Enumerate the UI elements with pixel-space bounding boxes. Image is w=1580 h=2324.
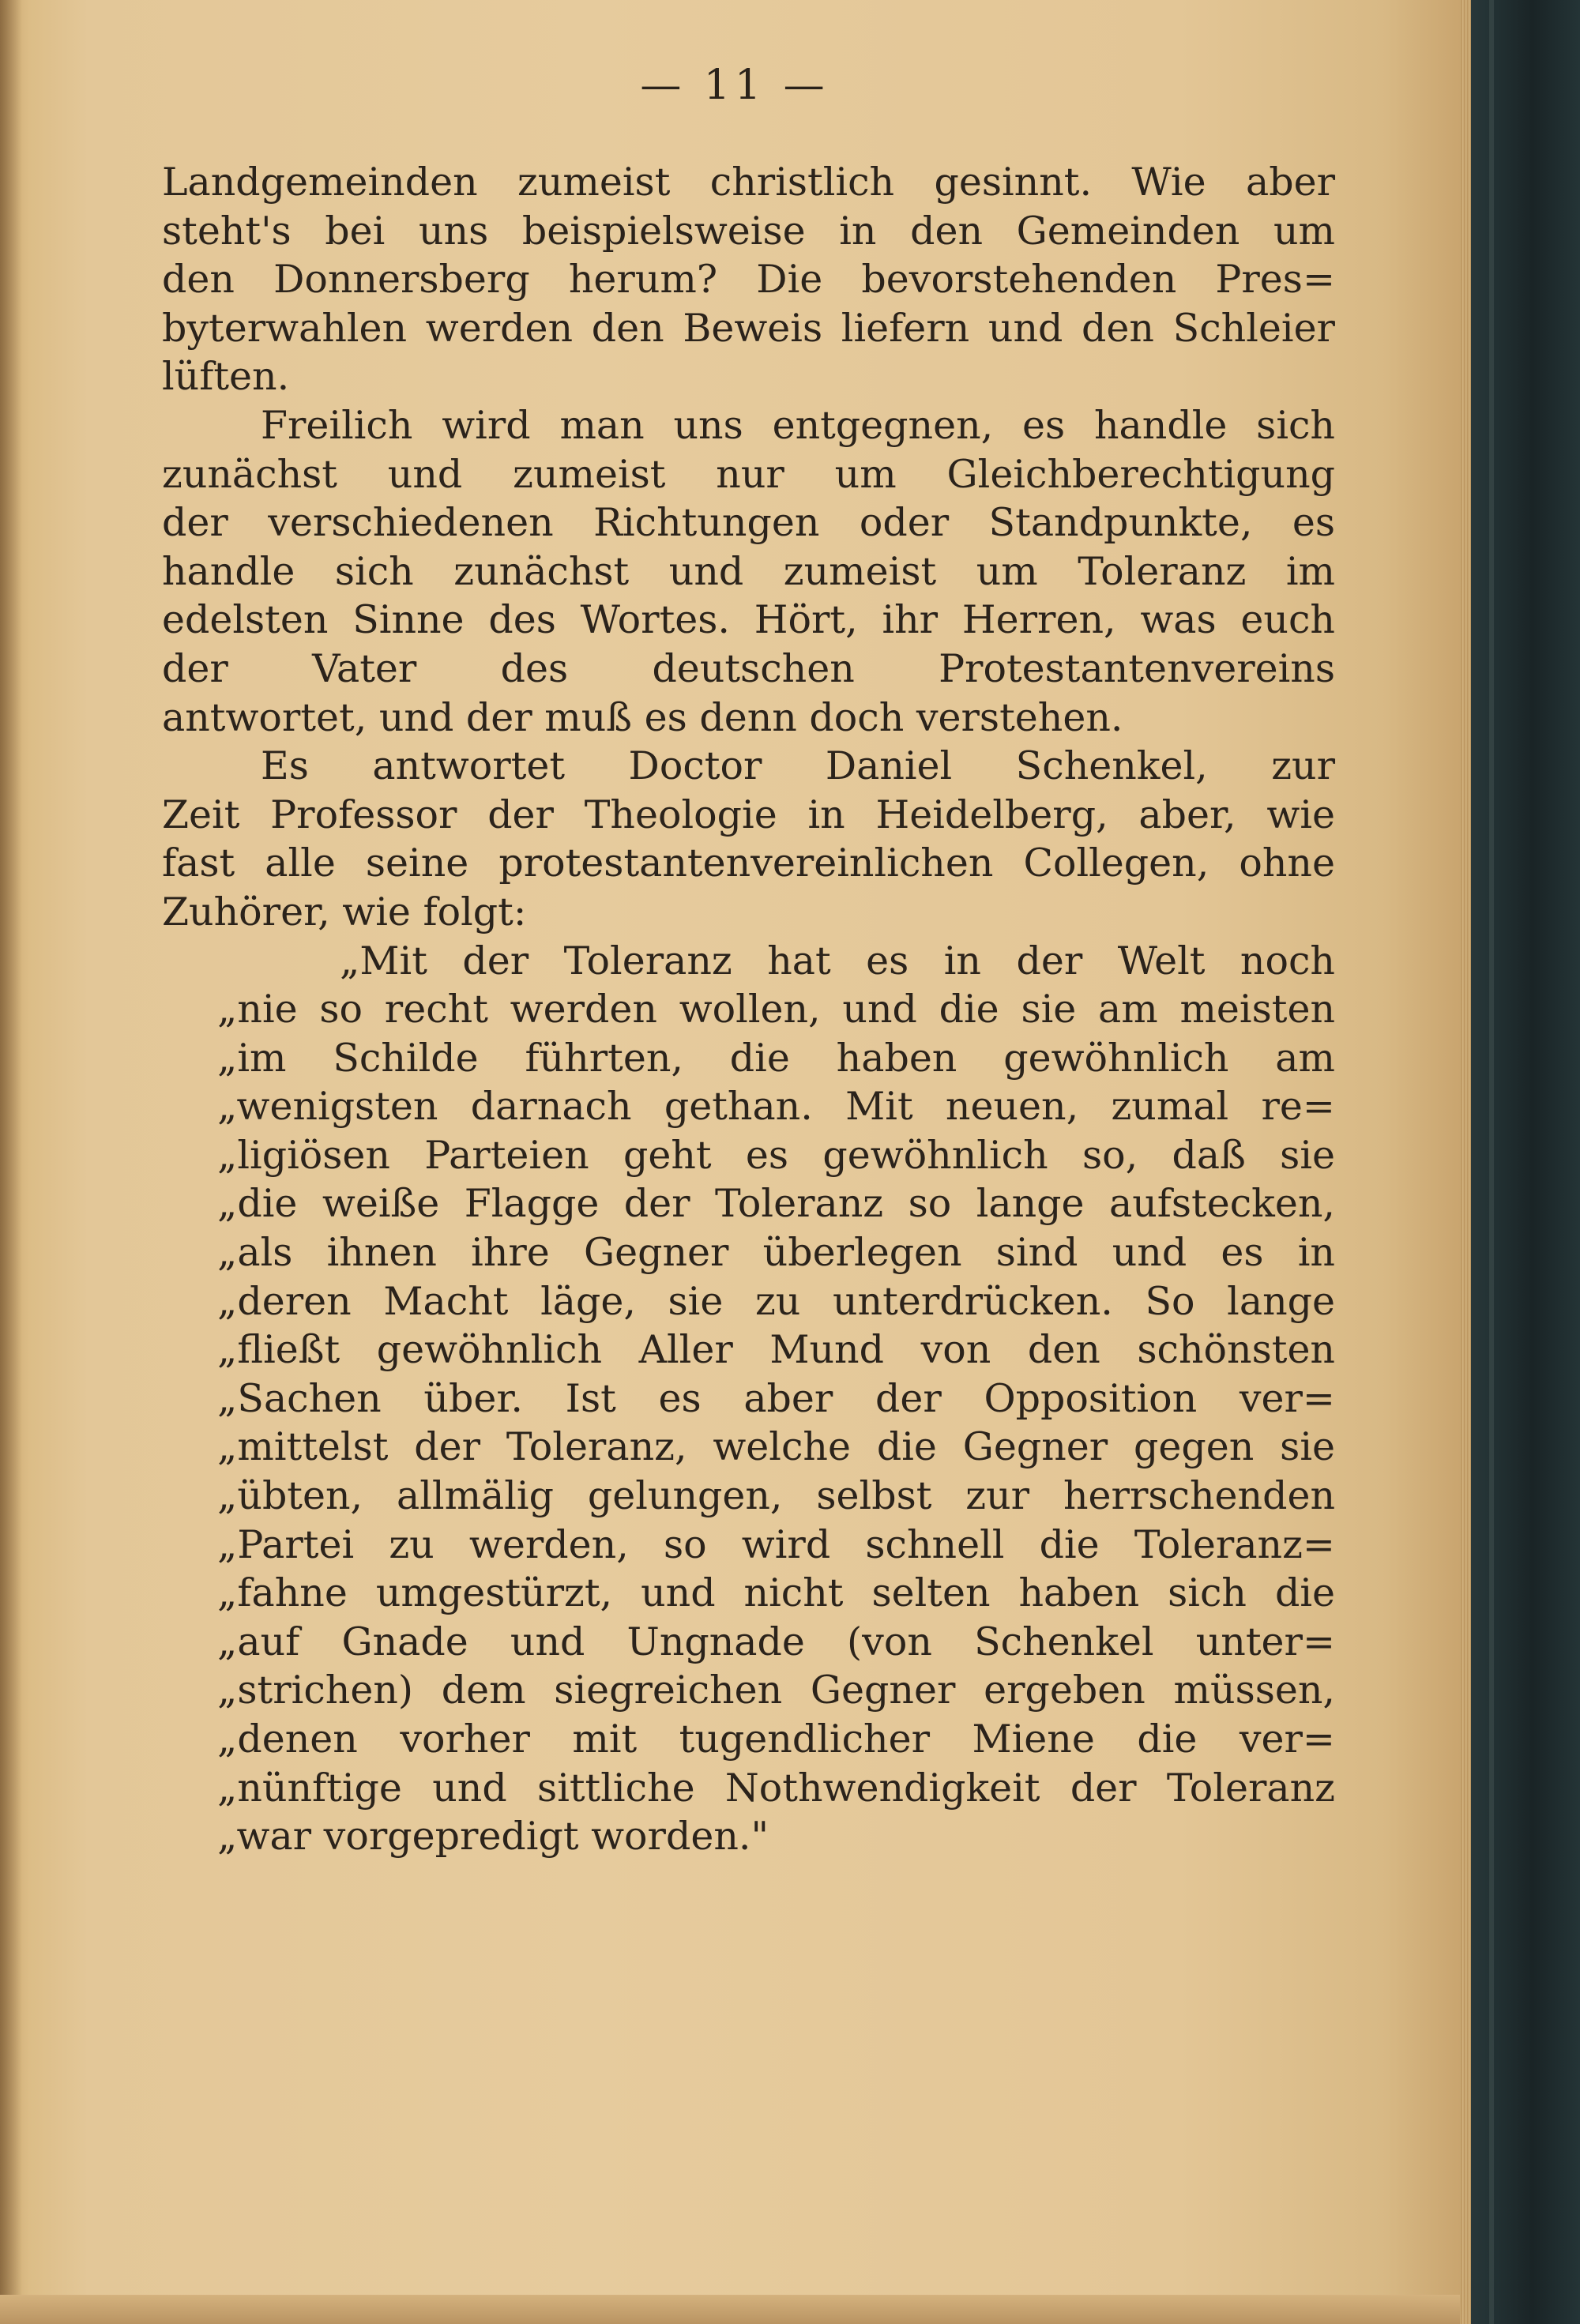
text-line: handle sich zunächst und zumeist um Toleranz im (162, 548, 1335, 594)
text-line: lüften. (162, 354, 290, 400)
text-line: Zeit Professor der Theologie in Heidelberg, aber, wie (162, 792, 1335, 837)
quote-line: „die weiße Flagge der Toleranz so lange aufstecken, (217, 1181, 1335, 1227)
quote-line: „nie so recht werden wollen, und die sie am meisten (217, 987, 1335, 1032)
body-text (162, 158, 1335, 1861)
text-line: antwortet, und der muß es denn doch verstehen. (162, 694, 1123, 740)
quote-line: „übten, allmälig gelungen, selbst zur herrschenden (217, 1473, 1335, 1519)
quote-line: „strichen) dem siegreichen Gegner ergeben müssen, (217, 1668, 1335, 1713)
text-line: Freilich wird man uns entgegnen, es handle sich (261, 402, 1335, 448)
text-line: Landgemeinden zumeist christlich gesinnt. Wie aber (162, 160, 1335, 205)
quote-line: „im Schilde führten, die haben gewöhnlich am (217, 1035, 1335, 1081)
text-line: byterwahlen werden den Beweis liefern und den Schleier (162, 305, 1335, 351)
quote-line: „fließt gewöhnlich Aller Mund von den schönsten (217, 1327, 1335, 1373)
text-line: zunächst und zumeist nur um Gleichberechtigung (162, 451, 1335, 497)
quote-line: „auf Gnade und Ungnade (von Schenkel unter= (217, 1619, 1335, 1664)
book-cover (1462, 0, 1580, 2324)
text-line: Zuhörer, wie folgt: (162, 889, 527, 934)
quote-line: „war vorgepredigt worden." (217, 1814, 769, 1860)
quote-line: „deren Macht läge, sie zu unterdrücken. So lange (217, 1278, 1335, 1324)
quote-line: „Mit der Toleranz hat es in der Welt noch (340, 938, 1335, 983)
text-line: steht's bei uns beispielsweise in den Gemeinden um (162, 208, 1335, 254)
page-bottom-edge (0, 2295, 1471, 2324)
quote-line: „Partei zu werden, so wird schnell die Toleranz= (217, 1521, 1335, 1567)
page-number: — 11 — (640, 62, 830, 109)
quote-line: „wenigsten darnach gethan. Mit neuen, zumal re= (217, 1084, 1335, 1130)
text-line: fast alle seine protestantenvereinlichen Collegen, ohne (162, 840, 1335, 886)
quote-line: „als ihnen ihre Gegner überlegen sind und es in (217, 1230, 1335, 1276)
text-line: der verschiedenen Richtungen oder Standpunkte, es (162, 500, 1335, 546)
quote-line: „fahne umgestürzt, und nicht selten haben sich die (217, 1570, 1335, 1616)
quote-line: „mittelst der Toleranz, welche die Gegner gegen sie (217, 1424, 1335, 1470)
text-line: der Vater des deutschen Protestantenvereins (162, 645, 1335, 691)
quote-line: „denen vorher mit tugendlicher Miene die ver= (217, 1717, 1335, 1762)
quote-line: „nünftige und sittliche Nothwendigkeit der Toleranz (217, 1765, 1335, 1811)
quote-line: „Sachen über. Ist es aber der Opposition ver= (217, 1375, 1335, 1421)
text-line: den Donnersberg herum? Die bevorstehenden Pres= (162, 257, 1335, 303)
quote-line: „ligiösen Parteien geht es gewöhnlich so, daß sie (217, 1132, 1335, 1178)
text-line: Es antwortet Doctor Daniel Schenkel, zur (261, 743, 1335, 789)
text-line: edelsten Sinne des Wortes. Hört, ihr Herren, was euch (162, 597, 1335, 643)
